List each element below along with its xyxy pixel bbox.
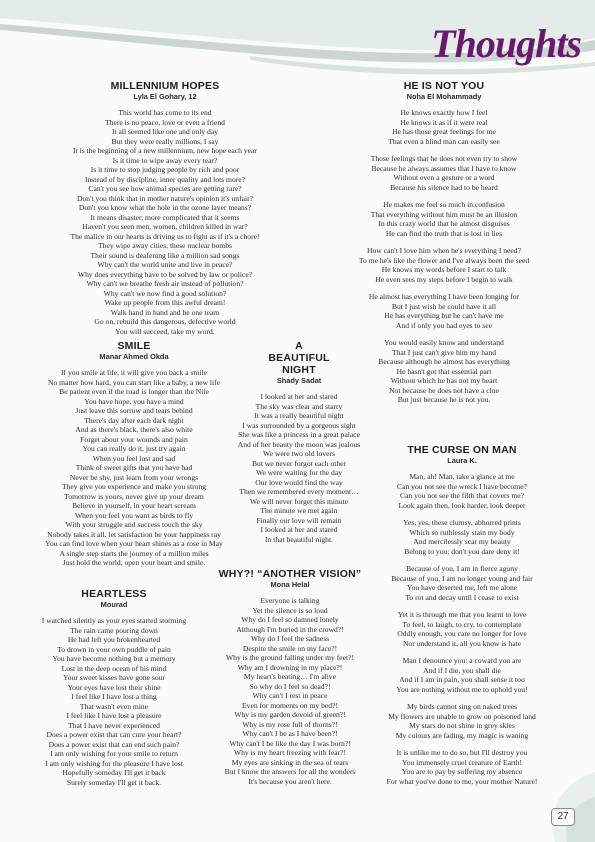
- poem-line: I watched silently as your eyes started storming: [41, 616, 187, 625]
- poem-line: Why is my garden devoid of green?!: [234, 710, 346, 719]
- poem-line: You can really do it, just try again: [82, 444, 186, 453]
- poem-line: I am only wishing for your smile to return: [50, 749, 178, 758]
- poem-line: I looked at her and stared: [260, 525, 338, 534]
- poem-author: Noha El Mohammady: [406, 92, 482, 101]
- poem-line: It is unlike me to do so, but I'll destroy you: [396, 748, 528, 757]
- poem-line: Although I'm buried in the crowd?!: [236, 624, 344, 634]
- poem-title: THE CURSE ON MAN: [407, 444, 517, 456]
- poem-line: My eyes are sinking in the sea of tears: [231, 757, 349, 767]
- poem-line: He can find the truth that is lost in lies: [385, 228, 503, 238]
- poem-line: Is it time to stop judging people by rich and poor: [90, 165, 240, 174]
- poem-line: I feel like I have lost a pleasure: [66, 711, 162, 720]
- poem-line: He knows my words before I start to talk: [381, 265, 507, 274]
- poem-line: Why can't I be as I have been?!: [242, 729, 338, 738]
- poem-line: No matter how hard, you can start like a baby, a new life: [48, 377, 220, 387]
- poem-title: WHY?! “ANOTHER VISION”: [218, 568, 362, 580]
- poem-line: Haven't you seen men, women, children killed in war?: [82, 222, 248, 231]
- poem-line: Your eyes have lost their shine: [67, 682, 161, 692]
- poem-line: He has everything but he can't have me: [384, 311, 504, 320]
- poem-line: How can't I love him when he's everything I need?: [367, 246, 521, 255]
- stanza-break: [354, 556, 570, 564]
- poem-line: In this crazy world that he almost disguises: [378, 219, 510, 228]
- poem-line: To me he's like the flower and I've always been the seed: [358, 255, 530, 265]
- poem-line: It's because you aren't here.: [248, 776, 332, 786]
- poem-line: That everything without him must be an illusion: [370, 209, 518, 219]
- poem-line: Finally our love will remain: [256, 515, 342, 525]
- poem-line: You are nothing without me to uphold you!: [396, 684, 528, 694]
- poem-line: I looked at her and stared: [260, 392, 338, 401]
- poem-he-is-not-you: [318, 80, 570, 405]
- poem-line: Nobody takes it all, let satisfaction be your happiness ray: [47, 529, 221, 539]
- poem-line: Because of you, I am no longer young and fair: [391, 573, 533, 583]
- poem-line: But they were really millions, I say: [111, 136, 219, 146]
- stanza-break: [318, 330, 570, 338]
- poem-line: That even a blind man can easily see: [388, 136, 500, 146]
- poem-line: Without even a gesture or a word: [393, 173, 495, 182]
- poem-line: But I just wish he could have it all: [391, 301, 497, 311]
- poem-line: My flowers are unable to grow on poisoned land: [388, 711, 536, 721]
- poem-line: When you feel lost and sad: [92, 453, 176, 463]
- poem-line: But I know the answers for all the wonders: [224, 767, 356, 776]
- poem-line: Believe in yourself, in your heart scream: [72, 501, 196, 510]
- poem-line: Why can't I rest in peace: [252, 691, 328, 700]
- poem-line: Look again then, look harder, look deeper: [398, 500, 526, 510]
- poem-line: Wake up people from this awful dream!: [104, 298, 226, 307]
- poem-line: They give you experience and make you strong: [61, 482, 207, 491]
- poem-line: Is it time to wipe away every tear?: [112, 155, 218, 165]
- stanza-break: [354, 510, 570, 518]
- poem-title: HEARTLESS: [81, 588, 147, 600]
- poem-title-line: BEAUTIFUL: [268, 352, 330, 364]
- poem-line: This world has come to its end: [118, 108, 212, 117]
- poem-line: The minute we met again: [260, 506, 338, 515]
- poem-line: It means disaster, more complicated that it seems: [90, 212, 240, 222]
- poem-line: To drown in your own puddle of pain: [57, 644, 171, 654]
- poem-line: It is the beginning of a new millennium, new hope each year: [73, 146, 257, 155]
- stanza-break: [354, 648, 570, 656]
- poem-line: I was surrounded by a gorgeous sight: [242, 420, 356, 430]
- poem-line: He hasn't got that essential part: [396, 366, 492, 376]
- poem-line: With your struggle and success touch the sky: [65, 520, 203, 529]
- poem-line: Their sound is deafening like a million sad songs: [90, 250, 240, 260]
- poem-line: My stars do not shine in grey skies: [409, 721, 515, 730]
- poem-line: Can you not see the wreck I have become?: [397, 481, 527, 491]
- stanza-break: [318, 192, 570, 200]
- stanza-break: [354, 740, 570, 748]
- poem-line: And as there's black, there's also white: [75, 425, 193, 434]
- poem-line: The rain came pouring down: [70, 625, 158, 635]
- poem-line: He even sees my steps before I begin to walk: [375, 274, 513, 284]
- page-number: 27: [551, 808, 575, 826]
- poem-line: Why is my rose full of thorns?!: [242, 719, 338, 729]
- poem-title-line: NIGHT: [282, 364, 316, 376]
- poem-line: Hopefully someday I'll get it back: [62, 768, 166, 777]
- poem-title-line: A: [295, 340, 303, 352]
- poem-line: You will succeed, take my word.: [115, 326, 215, 336]
- poem-line: If you smile at life, it will give you back a smile: [61, 368, 207, 377]
- poem-line: In that beautiful night.: [265, 534, 333, 544]
- stanza-break: [318, 238, 570, 246]
- poem-why-another-vision: [200, 568, 380, 786]
- poem-line: To feel, to laugh, to cry, to contemplate: [402, 619, 522, 629]
- poem-line: And of her beauty the moon was jealous: [237, 439, 361, 449]
- poem-line: Because he always assumes that I have to know: [371, 163, 517, 173]
- poem-line: Why do I feel so damned lonely: [241, 615, 339, 624]
- poem-line: Can't you see how animal species are getting rare?: [88, 184, 242, 193]
- poem-line: There is no peace, love or even a friend: [105, 117, 225, 127]
- poem-line: I feel like I have lost a thing: [71, 692, 157, 701]
- poem-line: Why can't we breathe fresh air instead of pollution?: [86, 279, 244, 288]
- poem-line: Why does everything have to be solved by law or police?: [77, 269, 253, 279]
- stanza-break: [318, 284, 570, 292]
- poem-line: That wasn't even mine: [79, 701, 149, 711]
- poem-line: Never be shy, just learn from your wrongs: [69, 472, 199, 482]
- poem-line: Which so ruthlessly stain my body: [409, 527, 515, 537]
- stanza-break: [354, 694, 570, 702]
- stanza-break: [318, 146, 570, 154]
- poem-line: I am only wishing for the pleasure I have lost: [45, 758, 183, 768]
- poem-body: [24, 368, 244, 568]
- poem-line: He has those great feelings for me: [392, 127, 496, 136]
- poem-line: You can find love when your heart shines as a rose in May: [45, 539, 223, 548]
- poem-line: And if only you had eyes to see: [396, 320, 492, 330]
- poem-line: When you feel you want as birds to fly: [74, 510, 194, 520]
- poem-body: [354, 472, 570, 786]
- poem-line: Man I denounce you: a coward you are: [402, 656, 522, 665]
- poem-line: Yet it is through me that you learnt to love: [397, 610, 527, 619]
- poem-line: My birds cannot sing on naked trees: [406, 702, 518, 711]
- poem-line: That I have never experienced: [68, 720, 160, 730]
- poem-line: Why is my heart freezing with fear?!: [233, 748, 347, 757]
- poem-line: Belong to you; don't you dare deny it!: [404, 546, 520, 556]
- section-title: Thoughts: [431, 21, 581, 66]
- poem-author: Mourad: [100, 600, 128, 609]
- poem-title: SMILE: [117, 340, 151, 352]
- poem-line: And mercilessly scar my beauty: [413, 537, 511, 546]
- poem-line: Why am I drowning in my place?!: [237, 662, 343, 672]
- poem-line: A single step starts the journey of a million miles: [59, 548, 209, 558]
- poem-line: That I just can't give him my hand: [391, 347, 497, 357]
- poem-body: [34, 108, 296, 336]
- poem-line: He had left you brokenhearted: [67, 635, 161, 644]
- poem-line: And if I die, you shall die: [423, 665, 501, 675]
- poem-millennium-hopes: [34, 80, 296, 336]
- poem-line: Can you not see the filth that covers me?: [400, 491, 524, 500]
- poem-line: Surely someday I'll get it back.: [66, 777, 162, 787]
- poem-line: Why is the ground falling under my feet?!: [226, 653, 354, 662]
- poem-body: [22, 616, 206, 787]
- poem-line: She was like a princess in a great palace: [238, 430, 360, 439]
- poem-line: You are to pay by suffering my absence: [401, 767, 523, 776]
- poem-line: But we never forgot each other: [251, 458, 347, 468]
- poem-line: Why can't we now find a good solution?: [103, 288, 227, 298]
- poem-line: Because although he almost has everything: [378, 357, 510, 366]
- poem-line: Just hold the world, open your heart and smile.: [62, 558, 206, 567]
- poem-title: MILLENNIUM HOPES: [110, 80, 220, 92]
- poem-line: Walk hand in hand and be one team: [110, 307, 220, 317]
- poem-line: Tomorrow is yours, never give up your dream: [64, 491, 204, 501]
- poem-line: He knows exactly how I feel: [400, 108, 488, 117]
- poem-line: Don't you think that in mother nature's opinion it's unfair?: [77, 193, 253, 203]
- poem-body: [226, 392, 372, 544]
- poem-line: Then we remembered every moment…: [239, 487, 359, 496]
- poem-line: He knows it as if it were real: [400, 117, 488, 127]
- poem-line: We were waiting for the day: [255, 468, 343, 477]
- poem-author: Shady Sadat: [276, 376, 322, 385]
- poem-line: There's day after each dark night: [84, 415, 184, 425]
- poem-heartless: [22, 588, 206, 787]
- poem-line: But just because he is not you.: [397, 395, 491, 404]
- poem-line: We were two old lovers: [263, 449, 335, 458]
- poem-line: Why do I feel the sadness: [250, 634, 330, 643]
- poem-line: Does a power exist that can end such pain?: [48, 739, 180, 749]
- poem-line: Does a power exist that can cure your heart?: [46, 730, 182, 739]
- poem-line: Think of sweet gifts that you have had: [75, 463, 193, 472]
- poem-line: It all seemed like one and only day: [111, 127, 219, 136]
- corner-swirl-decoration: [485, 752, 595, 842]
- poem-line: You would easily know and understand: [384, 338, 504, 347]
- poem-line: My colours are fading, my magic is waning: [395, 730, 529, 740]
- poem-line: Forget about your wounds and pain: [80, 434, 188, 444]
- poem-line: We will never forget this minute: [249, 496, 349, 506]
- poem-line: Man, ah! Man, take a glance at me: [409, 472, 515, 481]
- poem-line: It was a really beautiful night: [254, 411, 344, 420]
- poem-line: Because of you, I am in fierce agony: [406, 564, 518, 573]
- poem-author: Mona Helal: [270, 580, 310, 589]
- poem-smile: [24, 340, 244, 568]
- poem-line: Nor understand it, all you know is hate: [402, 638, 522, 648]
- poem-line: And if I am in pain, you shall sense it too: [399, 675, 525, 684]
- poem-line: The malice in our hearts is driving us to fight as if it's a chore!: [70, 231, 260, 241]
- poem-line: Why can't the world unite and live in peace?: [97, 260, 233, 269]
- poem-line: You have become nothing but a memory: [52, 654, 176, 663]
- poem-title: HE IS NOT YOU: [403, 80, 485, 92]
- poem-line: So why do I feel so dead?!: [249, 681, 331, 691]
- poem-line: Even for moments on my bed?!: [242, 700, 338, 710]
- poem-line: Because his silence had to be heard: [390, 182, 498, 192]
- poem-line: Go on, rebuild this dangerous, defective world: [94, 317, 236, 326]
- poem-line: Our love would find the way: [255, 477, 343, 487]
- poem-line: They wipe away cities, these nuclear bombs: [98, 241, 232, 250]
- poem-line: Oddly enough, you care no longer for love: [397, 629, 527, 638]
- poem-line: Everyone is talking: [260, 596, 320, 605]
- poem-body: [200, 596, 380, 786]
- poem-line: Lost in the deep ocean of his mind: [61, 663, 167, 673]
- poem-author: Lyla El Gohary, 12: [133, 92, 197, 101]
- poem-line: Not because he does not have a clue: [389, 385, 499, 395]
- poem-line: Without which he has not my heart: [390, 376, 498, 385]
- stanza-break: [354, 602, 570, 610]
- poem-line: Your sweet kisses have gone sour: [63, 673, 165, 682]
- poem-line: The sky was clear and starry: [255, 401, 343, 411]
- poem-line: He makes me feel so much in confusion: [383, 200, 505, 209]
- poem-line: Yet the silence is so loud: [252, 605, 328, 615]
- poem-line: You have hope, you have a mind: [84, 396, 184, 406]
- poem-line: Just leave this sorrow and tears behind: [75, 406, 193, 415]
- poem-line: To rot and decay until I cease to exist: [405, 592, 519, 602]
- poem-author: Manar Ahmed Okda: [99, 352, 169, 361]
- poem-line: Yes, yes, these clumsy, abhorred prints: [403, 518, 521, 527]
- poem-body: [318, 108, 570, 405]
- poem-line: Instead of by discipline, inner quality and lots more?: [84, 174, 246, 184]
- poem-author: Laura K.: [447, 456, 477, 465]
- poem-line: Those feelings that he does not even try to show: [370, 154, 518, 163]
- poem-line: My heart's beating… I'm alive: [243, 672, 337, 681]
- poem-line: Don't you know what the hole in the ozone layer means?: [78, 203, 252, 212]
- poem-curse-on-man: [354, 444, 570, 786]
- poem-line: For what you've done to me, your mother Nature!: [386, 776, 538, 786]
- poem-line: You immensely cruel creature of Earth!: [401, 757, 523, 767]
- poem-line: He almost has everything I have been longing for: [368, 292, 520, 301]
- poem-line: Be patient even if the road is longer than the Nile: [59, 387, 209, 396]
- poem-line: You have deserted me, left me alone: [406, 583, 518, 592]
- poem-line: Why can't I be like the day I was born?!: [229, 738, 351, 748]
- poem-line: Despite the smile on my face?!: [242, 643, 338, 653]
